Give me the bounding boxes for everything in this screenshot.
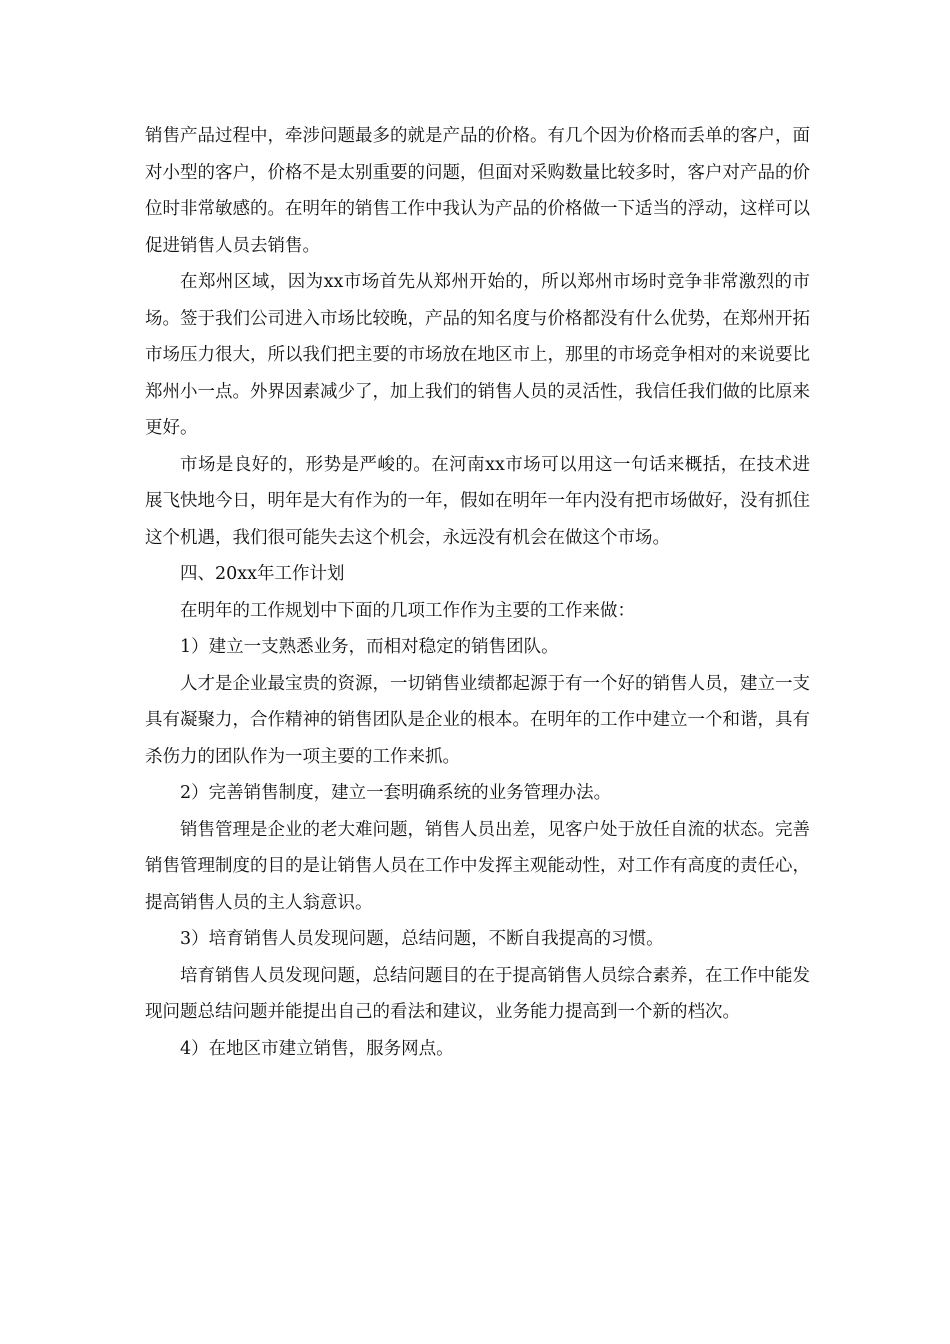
plan-item-2-heading: 2）完善销售制度，建立一套明确系统的业务管理办法。: [180, 783, 612, 803]
paragraph-market-outlook: 市场是良好的，形势是严峻的。在河南xx市场可以用这一句话来概括，在技术进展飞快地今日，明年是大有作为的一年，假如在明年一年内没有把市场做好，没有抓住这个机遇，我们很可能失去这个机会，永远没有机会在做这个市场。: [145, 454, 810, 548]
plan-item-3-heading: 3）培育销售人员发现问题，总结问题，不断自我提高的习惯。: [180, 929, 664, 949]
paragraph-zhengzhou-region: 在郑州区域，因为xx市场首先从郑州开始的，所以郑州市场时竞争非常激烈的市场。签于我们公司进入市场比较晚，产品的知名度与价格都没有什么优势，在郑州开拓市场压力很大，所以我们把主要的市场放在地区市上，那里的市场竞争相对的来说要比郑州小一点。外界因素减少了，加上我们的销售人员的灵活性，我信任我们做的比原来更好。: [145, 272, 810, 438]
plan-item-2-body: 销售管理是企业的老大难问题，销售人员出差，见客户处于放任自流的状态。完善销售管理制度的目的是让销售人员在工作中发挥主观能动性，对工作有高度的责任心，提高销售人员的主人翁意识。: [145, 819, 810, 913]
paragraph-plan-intro: 在明年的工作规划中下面的几项工作作为主要的工作来做：: [180, 600, 635, 621]
plan-item-3-body: 培育销售人员发现问题，总结问题目的在于提高销售人员综合素养，在工作中能发现问题总结问题并能提出自己的看法和建议，业务能力提高到一个新的档次。: [145, 965, 810, 1022]
plan-item-1-heading: 1）建立一支熟悉业务，而相对稳定的销售团队。: [180, 637, 559, 657]
plan-item-1-body: 人才是企业最宝贵的资源，一切销售业绩都起源于有一个好的销售人员，建立一支具有凝聚力，合作精神的销售团队是企业的根本。在明年的工作中建立一个和谐，具有杀伤力的团队作为一项主要的工作来抓。: [145, 673, 810, 767]
plan-item-4-heading: 4）在地区市建立销售，服务网点。: [180, 1038, 454, 1059]
section-heading-work-plan: 四、20xx年工作计划: [180, 564, 345, 584]
document-body: [145, 118, 810, 1067]
paragraph-price-issue: 销售产品过程中，牵涉问题最多的就是产品的价格。有几个因为价格而丢单的客户，面对小型的客户，价格不是太别重要的问题，但面对采购数量比较多时，客户对产品的价位时非常敏感的。在明年的销售工作中我认为产品的价格做一下适当的浮动，这样可以促进销售人员去销售。: [145, 126, 810, 256]
